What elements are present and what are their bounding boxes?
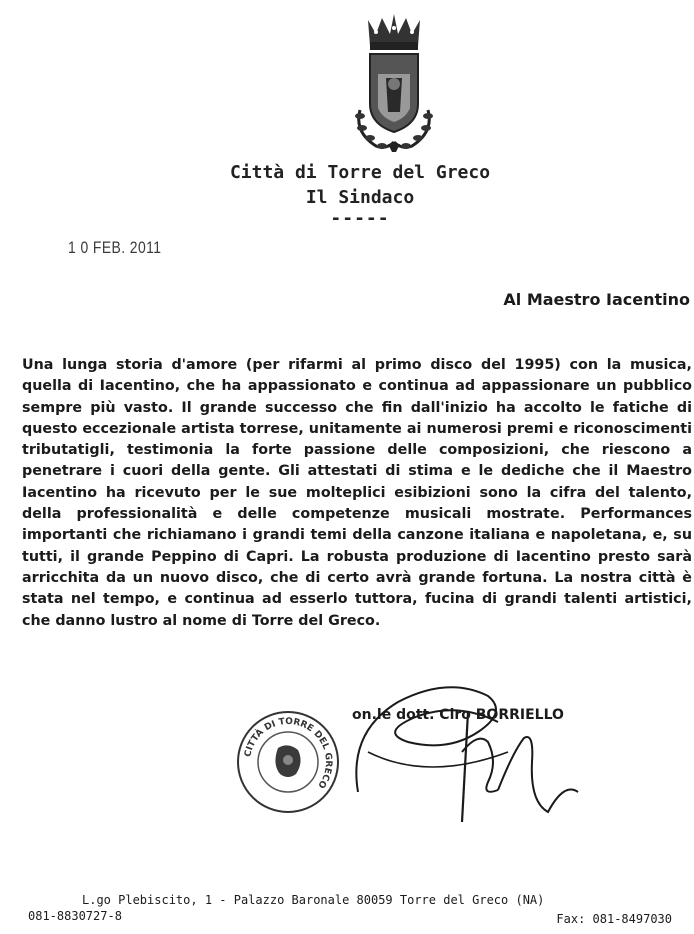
body-line: che danno lustro al nome di Torre del Greco. bbox=[22, 612, 381, 629]
official-seal-stamp bbox=[234, 708, 342, 816]
body-line: quella di Iacentino, che ha appassionato e continua ad appassionare un pubblico bbox=[22, 378, 692, 395]
seal-text: CITTÀ DI TORRE DEL GRECO bbox=[243, 716, 334, 790]
body-line: stata nel tempo, e continua ad esserlo tuttora, fucina di grandi talenti artistici, bbox=[22, 591, 692, 608]
handwritten-signature bbox=[338, 672, 588, 822]
body-line: Una lunga storia d'amore (per rifarmi al primo disco del 1995) con la musica, bbox=[22, 357, 692, 373]
date-stamp: 1 0 FEB. 2011 bbox=[68, 238, 162, 257]
letterhead-city: Città di Torre del Greco bbox=[229, 162, 491, 183]
footer-address: L.go Plebiscito, 1 - Palazzo Baronale 80059 Torre del Greco (NA) bbox=[82, 893, 545, 907]
body-line: tributatigli, testimonia la forte passione delle composizioni, che riescono a bbox=[22, 442, 692, 459]
footer-fax: Fax: 081-8497030 bbox=[556, 912, 672, 926]
body-line: sempre più vasto. Il grande successo che fin dall'inizio ha accolto le fatiche di bbox=[22, 399, 692, 416]
letterhead-office: Il Sindaco bbox=[305, 187, 415, 208]
body-line: questo eccezionale artista torrese, unitamente ai numerosi premi e riconoscimenti bbox=[22, 420, 692, 437]
body-line: Iacentino ha ricevuto per le sue molteplici esibizioni sono la cifra del talento, bbox=[22, 484, 692, 501]
footer-phone: 081-8830727-8 bbox=[28, 909, 122, 923]
letterhead-separator: ----- bbox=[330, 208, 390, 229]
body-line: penetrare i cuori della gente. Gli attestati di stima e le dediche che il Maestro bbox=[22, 463, 692, 480]
recipient-line: Al Maestro Iacentino bbox=[503, 290, 690, 309]
body-line: arricchita da un nuovo disco, che di certo avrà grande fortuna. La nostra città è bbox=[22, 569, 692, 586]
body-line: tutti, il grande Peppino di Capri. La robusta produzione di Iacentino presto sarà bbox=[22, 548, 692, 565]
body-line: della professionalità e delle competenze musicali mostrate. Performances bbox=[22, 506, 692, 523]
coat-of-arms-emblem bbox=[346, 12, 442, 154]
body-line: importanti che richiamano i grandi temi della canzone italiana e napoletana, e, su bbox=[22, 527, 692, 544]
letter-body bbox=[22, 355, 692, 632]
signer-name: on.le dott. Ciro BORRIELLO bbox=[352, 707, 564, 723]
